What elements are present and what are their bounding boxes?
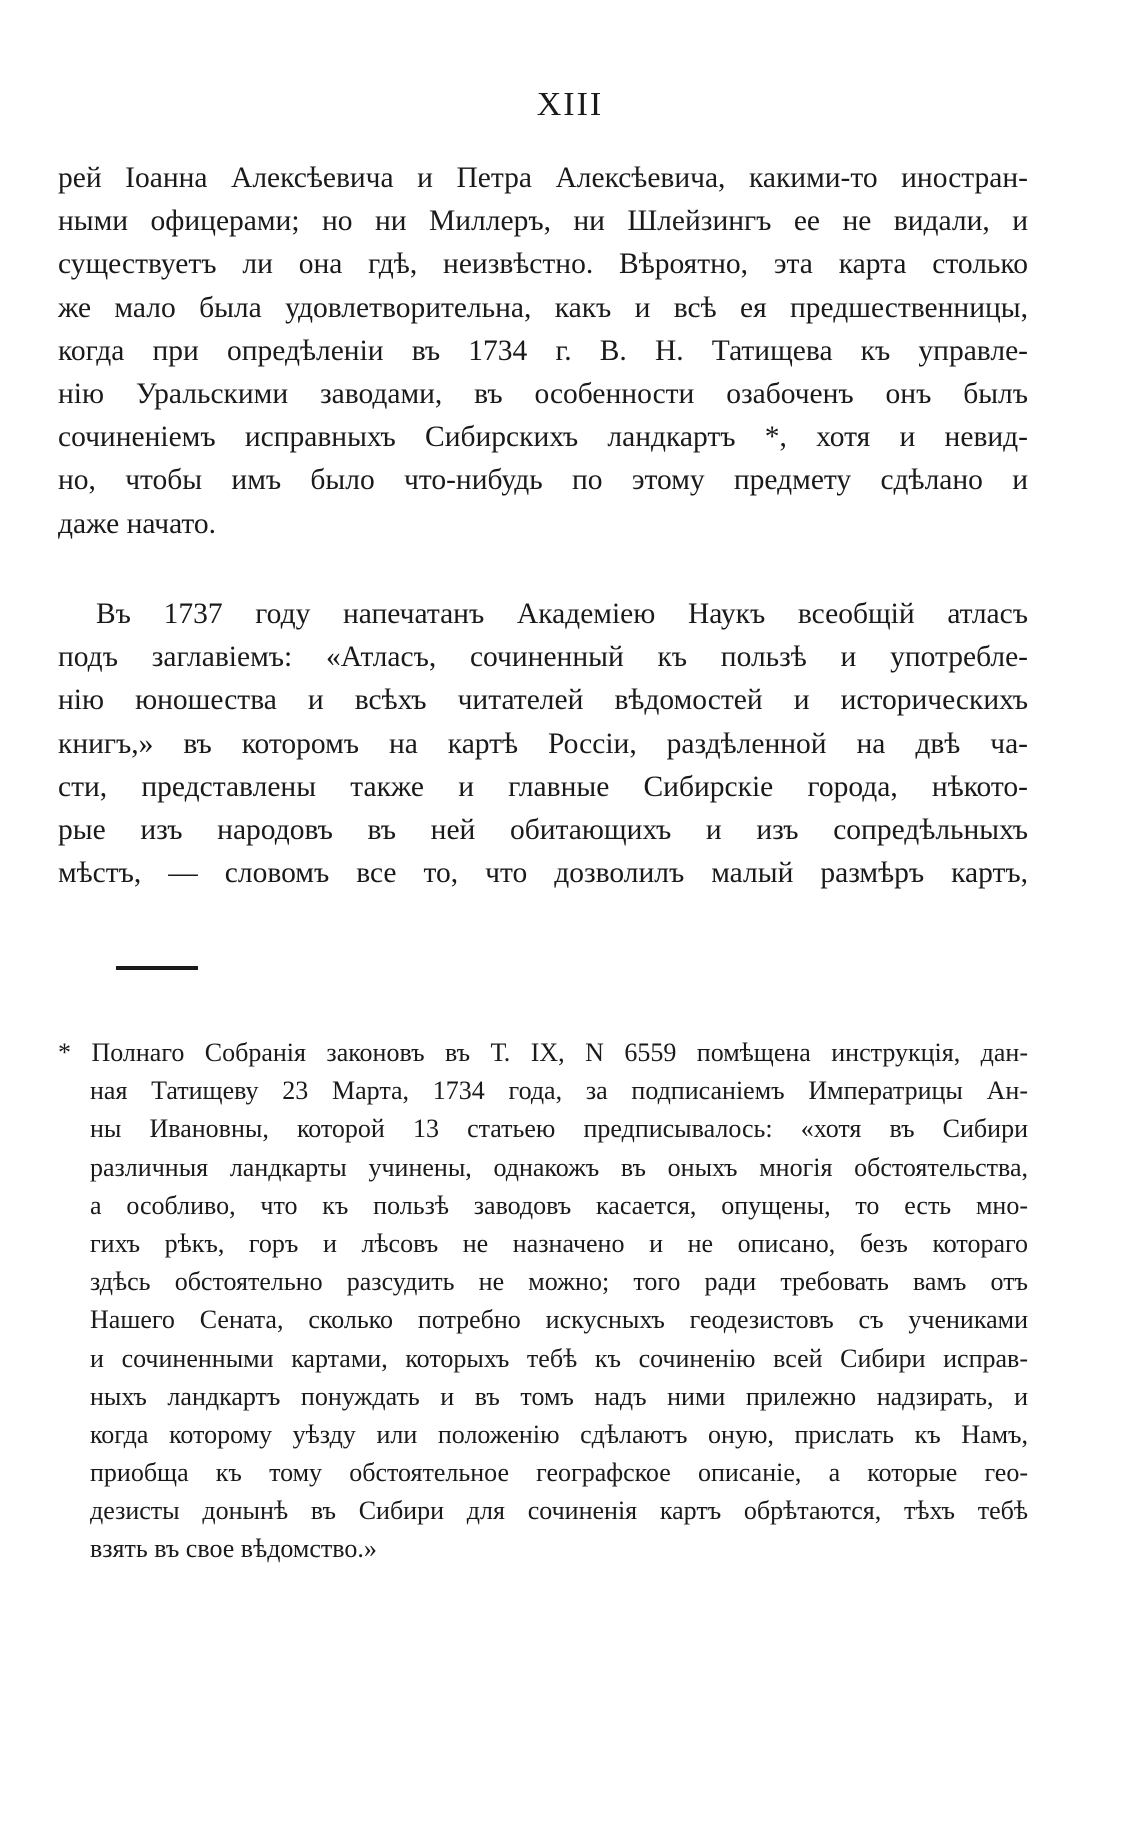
text-line: но, чтобы имъ было что-нибудь по этому предмету сдѣлано и — [58, 464, 1028, 497]
footnote-line: Нашего Сената, сколько потребно искусныхъ геодезистовъ съ учениками — [90, 1305, 1028, 1335]
text-line: же мало была удовлетворительна, какъ и всѣ ея предшественницы, — [58, 291, 1028, 324]
text-line: рей Іоанна Алексѣевича и Петра Алексѣевича, какими-то иностран- — [58, 162, 1028, 194]
paragraph-2 — [58, 593, 1028, 895]
page-number: XIII — [536, 86, 604, 123]
text-line: когда при опредѣленіи въ 1734 г. В. Н. Татищева къ управле- — [58, 334, 1028, 367]
text-line: сочиненіемъ исправныхъ Сибирскихъ ландкартъ *, хотя и невид- — [58, 421, 1028, 454]
footnote-line: когда которому уѣзду или положенію сдѣлаютъ оную, прислать къ Намъ, — [90, 1419, 1028, 1449]
footnote-line: приобща къ тому обстоятельное географское описаніе, а которые гео- — [90, 1458, 1028, 1488]
text-line: существуетъ ли она гдѣ, неизвѣстно. Вѣроятно, эта карта столько — [58, 248, 1028, 281]
footnote-line: а особливо, что къ пользѣ заводовъ касается, опущены, то есть мно- — [90, 1190, 1028, 1220]
footnote-divider — [116, 966, 198, 970]
footnote-line: ны Ивановны, которой 13 статьею предписывалось: «хотя въ Сибири — [90, 1114, 1028, 1144]
footnote-line: различныя ландкарты учинены, однакожъ въ оныхъ многія обстоятельства, — [90, 1152, 1028, 1182]
footnote-line: и сочиненными картами, которыхъ тебѣ къ сочиненію всей Сибири исправ- — [90, 1343, 1028, 1373]
footnote-line: ныхъ ландкартъ понуждать и въ томъ надъ ними прилежно надзирать, и — [90, 1381, 1028, 1411]
text-line: ными офицерами; но ни Миллеръ, ни Шлейзингъ ее не видали, и — [58, 205, 1028, 238]
text-line: подъ заглавіемъ: «Атласъ, сочиненный къ пользѣ и употребле- — [58, 641, 1028, 674]
text-line: сти, представлены также и главные Сибирскіе города, нѣкото- — [58, 770, 1028, 803]
text-line: Въ 1737 году напечатанъ Академіею Наукъ всеобщій атласъ — [96, 598, 1028, 630]
text-line: книгъ,» въ которомъ на картѣ Россіи, раздѣленной на двѣ ча- — [58, 727, 1028, 760]
footnote — [58, 1034, 1028, 1569]
paragraph-1 — [58, 157, 1028, 546]
footnote-line: здѣсь обстоятельно разсудить не можно; того ради требовать вамъ отъ — [90, 1267, 1028, 1297]
footnote-line: дезисты донынѣ въ Сибири для сочиненія картъ обрѣтаются, тѣхъ тебѣ — [90, 1496, 1028, 1526]
text-line: даже начато. — [58, 507, 217, 540]
text-line: нію юношества и всѣхъ читателей вѣдомостей и историческихъ — [58, 684, 1028, 717]
footnote-line: * Полнаго Собранія законовъ въ Т. IX, N 6559 помѣщена инструкція, дан- — [58, 1038, 1028, 1067]
text-line: рые изъ народовъ въ ней обитающихъ и изъ сопредѣльныхъ — [58, 813, 1028, 846]
footnote-line: ная Татищеву 23 Марта, 1734 года, за подписаніемъ Императрицы Ан- — [90, 1076, 1028, 1106]
text-line: мѣстъ, — словомъ все то, что дозволилъ малый размѣръ картъ, — [58, 857, 1028, 890]
footnote-line: гихъ рѣкъ, горъ и лѣсовъ не назначено и не описано, безъ котораго — [90, 1228, 1028, 1258]
text-line: нію Уральскими заводами, въ особенности озабоченъ онъ былъ — [58, 377, 1028, 410]
footnote-line: взять въ свое вѣдомство.» — [90, 1534, 377, 1564]
